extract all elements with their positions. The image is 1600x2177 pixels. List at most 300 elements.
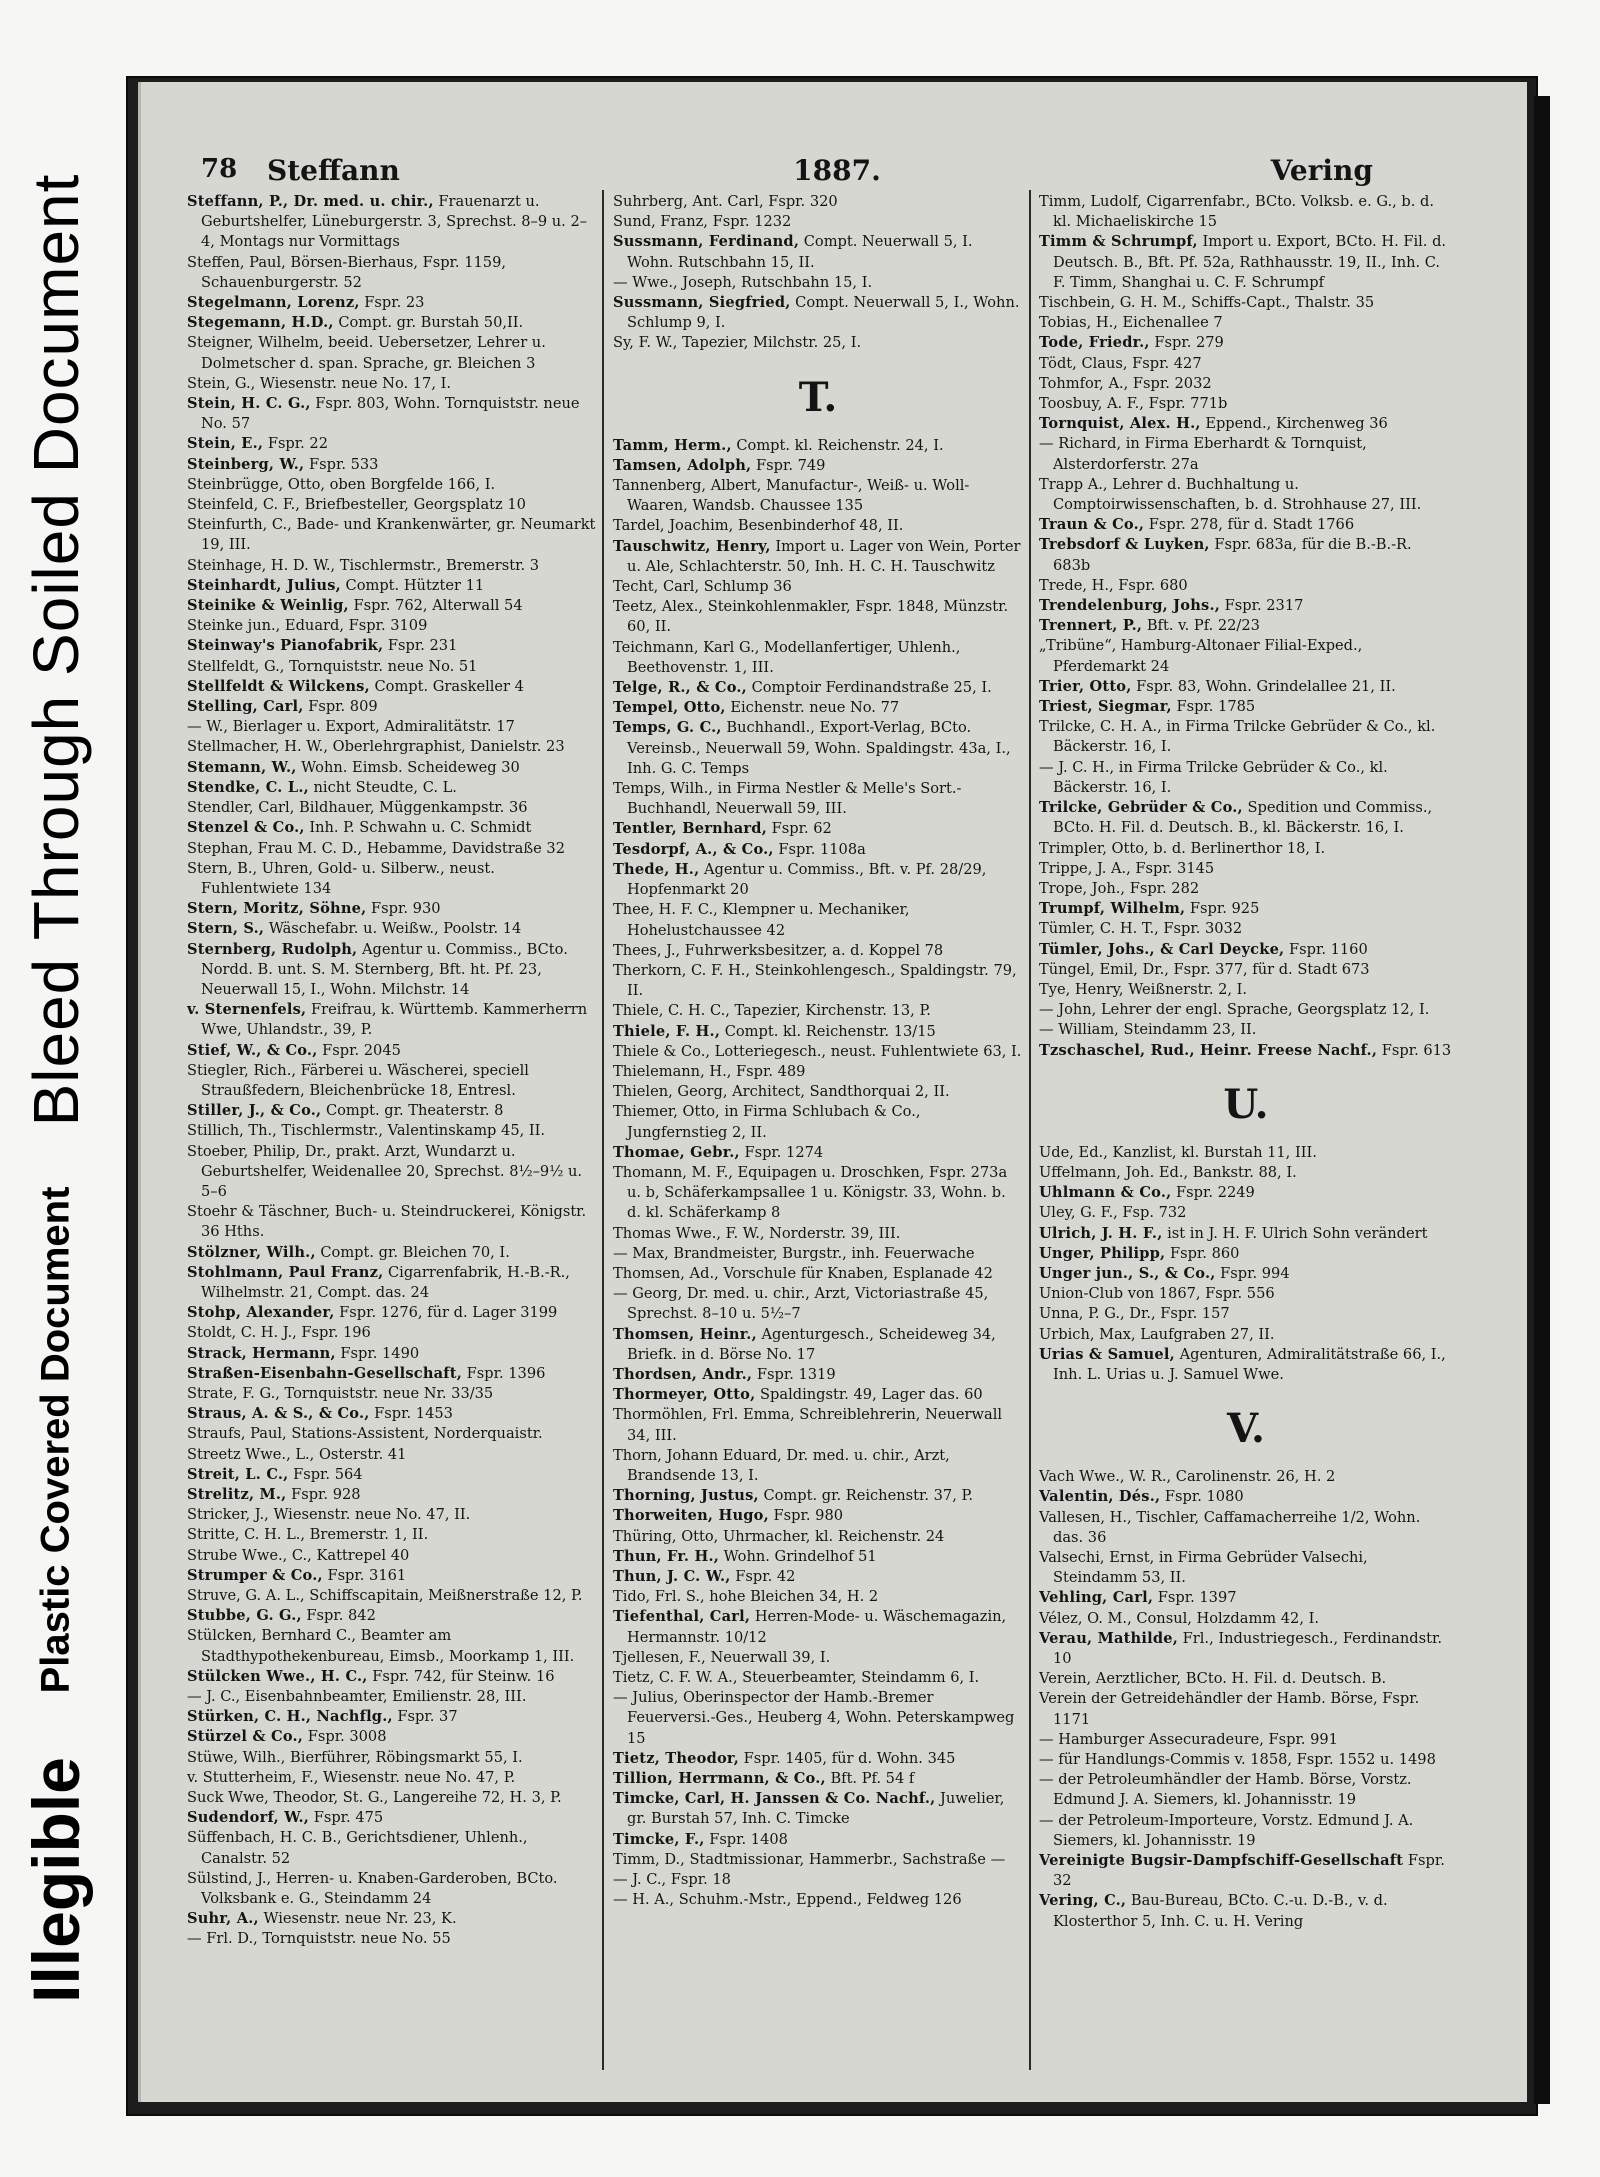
entry-text: Sund, Franz, Fspr. 1232 <box>613 213 792 231</box>
running-head <box>201 154 1473 196</box>
directory-entry <box>187 1768 597 1788</box>
entry-text: Inh. P. Schwahn u. C. Schmidt <box>309 819 532 837</box>
directory-entry <box>187 1667 597 1687</box>
directory-entry <box>187 1626 597 1666</box>
entry-text: Bau-Bureau, BCto. C.-u. D.-B., v. d. Klosterthor 5, Inh. C. u. H. Vering <box>1053 1892 1388 1930</box>
directory-entry <box>187 1323 597 1343</box>
column-rule <box>602 190 604 2070</box>
entry-name: Timcke, F., <box>613 1830 705 1848</box>
directory-page <box>138 82 1527 2102</box>
directory-entry <box>187 1041 597 1061</box>
directory-entry <box>613 436 1023 456</box>
entry-text: Fspr. 1490 <box>340 1344 420 1362</box>
directory-entry <box>187 1909 597 1929</box>
entry-text: Thüring, Otto, Uhrmacher, kl. Reichenstr. 24 <box>613 1527 945 1545</box>
directory-entry <box>613 1567 1023 1587</box>
directory-entry <box>1039 596 1453 616</box>
directory-entry <box>187 192 597 253</box>
entry-text: Fspr. 1160 <box>1288 940 1368 958</box>
directory-entry <box>613 1607 1023 1647</box>
directory-entry <box>613 1163 1023 1224</box>
directory-entry <box>187 1788 597 1808</box>
entry-name: Stelling, Carl, <box>187 698 304 716</box>
entry-text: Stritte, C. H. L., Bremerstr. 1, II. <box>187 1526 429 1544</box>
directory-entry <box>1039 293 1453 313</box>
entry-text: Frauenarzt u. Geburtshelfer, Lüneburgerstr. 3, Sprechst. 8–9 u. 2–4, Montags nur Vormittags <box>201 193 588 251</box>
directory-entry <box>187 798 597 818</box>
entry-name: Stern, S., <box>187 920 265 938</box>
entry-name: Trebsdorf & Luyken, <box>1039 536 1210 554</box>
directory-entry <box>187 455 597 475</box>
directory-entry <box>187 1384 597 1404</box>
column-rule <box>1029 190 1031 2070</box>
entry-text: Tobias, H., Eichenallee 7 <box>1039 314 1223 332</box>
entry-name: Streit, L. C., <box>187 1465 289 1483</box>
directory-entry <box>613 1668 1023 1688</box>
entry-text: Compt. kl. Reichenstr. 13/15 <box>724 1022 936 1040</box>
directory-entry <box>187 1546 597 1566</box>
directory-entry <box>613 779 1023 819</box>
directory-entry <box>613 1769 1023 1789</box>
directory-entry <box>187 1142 597 1203</box>
directory-entry <box>187 636 597 656</box>
directory-entry <box>613 577 1023 597</box>
entry-name: Strack, Hermann, <box>187 1344 336 1362</box>
directory-entry <box>187 1263 597 1303</box>
entry-text: Fspr. 842 <box>306 1607 376 1625</box>
directory-entry <box>1039 1770 1453 1810</box>
entry-text: Fspr. 23 <box>364 294 425 312</box>
directory-entry <box>187 576 597 596</box>
entry-text: Thielemann, H., Fspr. 489 <box>613 1062 806 1080</box>
entry-text: ist in J. H. F. Ulrich Sohn verändert <box>1167 1224 1428 1242</box>
entry-text: Ude, Ed., Kanzlist, kl. Burstah 11, III. <box>1039 1143 1317 1161</box>
entry-name: Steinike & Weinlig, <box>187 597 349 615</box>
entry-text: Compt. gr. Theaterstr. 8 <box>325 1102 504 1120</box>
entry-name: Tzschaschel, Rud., Heinr. Freese Nachf., <box>1039 1041 1378 1059</box>
directory-entry <box>613 1830 1023 1850</box>
entry-text: Sy, F. W., Tapezier, Milchstr. 25, I. <box>613 334 862 352</box>
entry-text: Fspr. 1108a <box>778 840 866 858</box>
directory-entry <box>613 212 1023 232</box>
entry-text: Thomsen, Ad., Vorschule für Knaben, Esplanade 42 <box>613 1264 993 1282</box>
entry-text: — der Petroleum-Importeure, Vorstz. Edmund J. A. Siemers, kl. Johannisstr. 19 <box>1039 1811 1414 1849</box>
directory-entry <box>187 839 597 859</box>
entry-name: Stiller, J., & Co., <box>187 1102 322 1120</box>
entry-text: Fspr. 1276, für d. Lager 3199 <box>339 1304 558 1322</box>
entry-name: Stegelmann, Lorenz, <box>187 294 360 312</box>
entry-name: Valentin, Dés., <box>1039 1488 1161 1506</box>
entry-text: Compt. gr. Burstah 50,II. <box>338 314 524 332</box>
entry-text: Fspr. 803, Wohn. Tornquiststr. neue No. 57 <box>201 395 580 433</box>
directory-entry <box>1039 879 1453 899</box>
directory-entry <box>1039 1467 1453 1487</box>
directory-entry <box>187 253 597 293</box>
directory-entry <box>187 859 597 899</box>
entry-text: Stoldt, C. H. J., Fspr. 196 <box>187 1324 371 1342</box>
bleed-through-label: Bleed Through Soiled Document <box>20 173 92 1127</box>
entry-name: Stemann, W., <box>187 758 297 776</box>
entry-name: Telge, R., & Co., <box>613 679 747 697</box>
entry-name: Stölzner, Wilh., <box>187 1243 316 1261</box>
directory-entry <box>1039 919 1453 939</box>
entry-name: Triest, Siegmar, <box>1039 698 1172 716</box>
directory-entry <box>187 1707 597 1727</box>
entry-text: Fspr. 930 <box>371 900 441 918</box>
entry-text: Fspr. 980 <box>773 1507 844 1525</box>
directory-entry <box>1039 717 1453 757</box>
directory-entry <box>1039 374 1453 394</box>
directory-entry <box>1039 636 1453 676</box>
entry-name: Stief, W., & Co., <box>187 1041 318 1059</box>
directory-entry <box>187 717 597 737</box>
entry-name: Stohp, Alexander, <box>187 1304 335 1322</box>
entry-text: Bft. v. Pf. 22/23 <box>1146 617 1260 635</box>
directory-entry <box>1039 839 1453 859</box>
entry-text: Tödt, Claus, Fspr. 427 <box>1039 354 1202 372</box>
entry-text: Tido, Frl. S., hohe Bleichen 34, H. 2 <box>613 1588 879 1606</box>
entry-name: Trilcke, Gebrüder & Co., <box>1039 799 1243 817</box>
directory-entry <box>187 1606 597 1626</box>
entry-name: Uhlmann & Co., <box>1039 1184 1172 1202</box>
entry-text: Fspr. 1405, für d. Wohn. 345 <box>743 1749 956 1767</box>
entry-text: Agentur u. Commiss., Bft. v. Pf. 28/29, Hopfenmarkt 20 <box>627 860 987 899</box>
directory-entry <box>613 476 1023 516</box>
entry-text: Steinbrügge, Otto, oben Borgfelde 166, I. <box>187 475 496 493</box>
directory-entry <box>187 1243 597 1263</box>
page-number: 78 <box>201 154 238 184</box>
entry-text: Verein der Getreidehändler der Hamb. Börse, Fspr. 1171 <box>1039 1690 1420 1728</box>
entry-text: Fspr. 2317 <box>1224 597 1304 615</box>
directory-entry <box>1039 1163 1453 1183</box>
directory-entry <box>1039 1891 1453 1931</box>
directory-entry <box>187 818 597 838</box>
directory-entry <box>1039 354 1453 374</box>
directory-entry <box>187 1404 597 1424</box>
entry-text: Teichmann, Karl G., Modellanfertiger, Uhlenh., Beethovenstr. 1, III. <box>613 638 961 676</box>
directory-entry <box>187 1929 597 1949</box>
entry-text: Thielen, Georg, Architect, Sandthorquai 2, II. <box>613 1083 950 1101</box>
directory-entry <box>613 1022 1023 1042</box>
entry-text: Fspr. 1080 <box>1164 1488 1244 1506</box>
directory-entry <box>187 1525 597 1545</box>
entry-text: Therkorn, C. F. H., Steinkohlengesch., Spaldingstr. 79, II. <box>613 961 1017 1000</box>
directory-entry <box>187 556 597 576</box>
directory-entry <box>613 1850 1023 1870</box>
entry-text: Steigner, Wilhelm, beeid. Uebersetzer, Lehrer u. Dolmetscher d. span. Sprache, gr. Bleichen 3 <box>187 334 546 372</box>
directory-entry <box>1039 576 1453 596</box>
directory-entry <box>1039 1508 1453 1548</box>
entry-text: Trimpler, Otto, b. d. Berlinerthor 18, I. <box>1039 839 1326 857</box>
entry-name: Urias & Samuel, <box>1039 1345 1175 1363</box>
directory-entry <box>1039 515 1453 535</box>
entry-text: Fspr. 1319 <box>756 1365 836 1383</box>
entry-text: — J. C., Fspr. 18 <box>613 1871 731 1889</box>
directory-entry <box>1039 1689 1453 1729</box>
directory-entry <box>187 1061 597 1101</box>
directory-entry <box>187 1687 597 1707</box>
directory-entry <box>1039 535 1453 575</box>
entry-name: Thun, J. C. W., <box>613 1568 731 1585</box>
directory-entry <box>187 475 597 495</box>
directory-entry <box>187 515 597 555</box>
entry-text: Straufs, Paul, Stations-Assistent, Norderquaistr. <box>187 1425 543 1443</box>
directory-entry <box>613 456 1023 476</box>
directory-entry <box>613 860 1023 900</box>
directory-entry <box>187 778 597 798</box>
entry-name: Thordsen, Andr., <box>613 1365 753 1383</box>
entry-text: Steffen, Paul, Börsen-Bierhaus, Fspr. 1159, Schauenburgerstr. 52 <box>187 253 506 291</box>
directory-entry <box>187 677 597 697</box>
directory-entry <box>187 1344 597 1364</box>
entry-text: Techt, Carl, Schlump 36 <box>613 578 792 596</box>
plastic-covered-label: Plastic Covered Document <box>33 1186 78 1694</box>
entry-text: Fspr. 1453 <box>374 1405 453 1423</box>
directory-entry <box>613 1082 1023 1102</box>
entry-name: Stohlmann, Paul Franz, <box>187 1263 384 1281</box>
entry-text: Teetz, Alex., Steinkohlenmakler, Fspr. 1848, Münzstr. 60, II. <box>613 598 1009 636</box>
entry-text: Fspr. 231 <box>387 637 458 655</box>
directory-entry <box>187 1202 597 1242</box>
entry-text: Cigarrenfabrik, H.-B.-R., Wilhelmstr. 21, Compt. das. 24 <box>201 1263 570 1301</box>
entry-text: Fspr. 564 <box>293 1465 363 1483</box>
directory-entry <box>187 616 597 636</box>
directory-entry <box>1039 1487 1453 1507</box>
entry-name: Tentler, Bernhard, <box>613 820 767 838</box>
entry-text: Wohn. Eimsb. Scheideweg 30 <box>301 758 520 776</box>
entry-text: — J. C., Eisenbahnbeamter, Emilienstr. 28, III. <box>187 1688 527 1706</box>
directory-entry <box>1039 333 1453 353</box>
directory-entry <box>1039 1730 1453 1750</box>
entry-name: Strumper & Co., <box>187 1566 323 1584</box>
directory-entry <box>1039 1183 1453 1203</box>
directory-entry <box>187 1586 597 1606</box>
entry-text: Uffelmann, Joh. Ed., Bankstr. 88, I. <box>1039 1163 1297 1181</box>
entry-text: Temps, Wilh., in Firma Nestler & Melle's Sort.-Buchhandl, Neuerwall 59, III. <box>613 780 962 818</box>
directory-entry <box>1039 758 1453 798</box>
entry-name: Tauschwitz, Henry, <box>613 537 771 555</box>
entry-name: Unger, Philipp, <box>1039 1244 1166 1262</box>
entry-text: Trilcke, C. H. A., in Firma Trilcke Gebrüder & Co., kl. Bäckerstr. 16, I. <box>1039 718 1436 756</box>
directory-entry <box>1039 1750 1453 1770</box>
entry-name: Stürken, C. H., Nachflg., <box>187 1708 393 1726</box>
entry-text: Fspr. 475 <box>313 1809 384 1827</box>
entry-name: Tesdorpf, A., & Co., <box>613 840 774 858</box>
directory-entry <box>613 1385 1023 1405</box>
entry-text: Fspr. 2045 <box>322 1041 401 1059</box>
directory-entry <box>1039 940 1453 960</box>
directory-entry <box>613 1486 1023 1506</box>
directory-entry <box>1039 1669 1453 1689</box>
entry-text: Compt. kl. Reichenstr. 24, I. <box>736 436 944 454</box>
page-edge-shadow <box>1534 96 1550 2104</box>
entry-text: — Wwe., Joseph, Rutschbahn 15, I. <box>613 273 873 291</box>
entry-text: Vallesen, H., Tischler, Caffamacherreihe 1/2, Wohn. das. 36 <box>1039 1508 1421 1546</box>
directory-entry <box>613 1102 1023 1142</box>
directory-entry <box>187 1727 597 1747</box>
directory-entry <box>1039 1811 1453 1851</box>
entry-name: Timm & Schrumpf, <box>1039 233 1198 251</box>
directory-entry <box>187 1364 597 1384</box>
entry-text: Streetz Wwe., L., Osterstr. 41 <box>187 1445 407 1463</box>
directory-entry <box>613 1506 1023 1526</box>
directory-entry <box>187 899 597 919</box>
entry-name: Timcke, Carl, H. Janssen & Co. Nachf., <box>613 1790 936 1808</box>
entry-text: Wäschefabr. u. Weißw., Poolstr. 14 <box>268 920 522 938</box>
entry-text: Stellfeldt, G., Tornquiststr. neue No. 51 <box>187 657 478 675</box>
entry-text: Thorn, Johann Eduard, Dr. med. u. chir., Arzt, Brandsende 13, I. <box>613 1446 950 1484</box>
entry-name: Trier, Otto, <box>1039 677 1132 695</box>
running-head-right-word: Vering <box>1270 154 1373 187</box>
entry-name: Stülcken Wwe., H. C., <box>187 1667 368 1685</box>
entry-name: Thomsen, Heinr., <box>613 1325 757 1343</box>
entry-name: Thorning, Justus, <box>613 1487 759 1505</box>
entry-text: Spedition und Commiss., BCto. H. Fil. d. Deutsch. B., kl. Bäckerstr. 16, I. <box>1053 799 1433 837</box>
entry-text: — J. C. H., in Firma Trilcke Gebrüder & Co., kl. Bäckerstr. 16, I. <box>1039 758 1388 796</box>
directory-entry <box>187 495 597 515</box>
entry-text: Fspr. 62 <box>771 820 832 838</box>
entry-text: Import u. Lager von Wein, Porter u. Ale, Schlachterstr. 50, Inh. H. C. H. Tauschwitz <box>627 537 1021 575</box>
entry-text: Fspr. 279 <box>1154 334 1224 352</box>
entry-text: — Max, Brandmeister, Burgstr., inh. Feuerwache <box>613 1244 975 1262</box>
entry-text: Tjellesen, F., Neuerwall 39, I. <box>613 1648 831 1666</box>
entry-text: Comptoir Ferdinandstraße 25, I. <box>751 679 992 697</box>
directory-entry <box>187 1485 597 1505</box>
entry-text: Fspr. 749 <box>755 456 826 474</box>
directory-entry <box>613 1284 1023 1324</box>
entry-text: Fspr. 42 <box>735 1568 796 1585</box>
entry-text: v. Stutterheim, F., Wiesenstr. neue No. 47, P. <box>187 1768 516 1786</box>
entry-name: Strelitz, M., <box>187 1486 287 1503</box>
entry-text: — Julius, Oberinspector der Hamb.-Bremer Feuerversi.-Ges., Heuberg 4, Wohn. Peterskampweg 15 <box>613 1689 1015 1747</box>
directory-entry <box>613 698 1023 718</box>
directory-entry <box>1039 232 1453 293</box>
directory-entry <box>613 192 1023 212</box>
entry-name: Vering, C., <box>1039 1892 1127 1910</box>
entry-name: Tietz, Theodor, <box>613 1749 740 1767</box>
entry-text: Eichenstr. neue No. 77 <box>730 699 900 717</box>
entry-name: Traun & Co., <box>1039 516 1145 534</box>
column-2 <box>613 192 1023 2082</box>
directory-entry <box>613 1042 1023 1062</box>
entry-text: Fspr. 1785 <box>1176 698 1256 716</box>
entry-text: — Hamburger Assecuradeure, Fspr. 991 <box>1039 1730 1338 1748</box>
directory-entry <box>613 1688 1023 1749</box>
directory-entry <box>613 900 1023 940</box>
entry-text: — Georg, Dr. med. u. chir., Arzt, Victoriastraße 45, Sprechst. 8–10 u. 5½–7 <box>613 1285 989 1323</box>
directory-entry <box>613 638 1023 678</box>
directory-entry <box>187 940 597 1001</box>
directory-entry <box>1039 1304 1453 1324</box>
entry-text: Trede, H., Fspr. 680 <box>1039 576 1188 594</box>
entry-name: Vehling, Carl, <box>1039 1589 1154 1607</box>
entry-text: Tüngel, Emil, Dr., Fspr. 377, für d. Stadt 673 <box>1039 960 1370 978</box>
entry-name: Unger jun., S., & Co., <box>1039 1264 1216 1282</box>
directory-entry <box>1039 1264 1453 1284</box>
entry-name: Straßen-Eisenbahn-Gesellschaft, <box>187 1364 462 1382</box>
entry-text: Import u. Export, BCto. H. Fil. d. Deutsch. B., Bft. Pf. 52a, Rathhausstr. 19, II., Inh. C. F. Timm, Shanghai u. C. F. Schrumpf <box>1053 233 1447 291</box>
entry-text: Fspr. 613 <box>1381 1041 1452 1059</box>
entry-text: Fspr. 860 <box>1169 1244 1240 1262</box>
entry-name: Tamm, Herm., <box>613 436 732 454</box>
entry-name: Trennert, P., <box>1039 617 1143 635</box>
entry-text: Strube Wwe., C., Kattrepel 40 <box>187 1546 410 1564</box>
directory-entry <box>613 537 1023 577</box>
entry-name: Temps, G. C., <box>613 719 722 737</box>
entry-text: Toosbuy, A. F., Fspr. 771b <box>1039 395 1228 413</box>
entry-text: Stephan, Frau M. C. D., Hebamme, Davidstraße 32 <box>187 839 565 857</box>
directory-entry <box>1039 313 1453 333</box>
directory-entry <box>1039 1284 1453 1304</box>
directory-entry <box>613 1143 1023 1163</box>
entry-text: Agenturen, Admiralitätstraße 66, I., Inh. L. Urias u. J. Samuel Wwe. <box>1053 1345 1446 1383</box>
directory-entry <box>187 758 597 778</box>
directory-entry <box>613 1446 1023 1486</box>
entry-name: Sussmann, Siegfried, <box>613 294 791 312</box>
entry-text: Eppend., Kirchenweg 36 <box>1205 415 1388 433</box>
entry-text: Wohn. Grindelhof 51 <box>723 1547 877 1565</box>
directory-entry <box>187 1303 597 1323</box>
entry-text: Fspr. 683a, für die B.-B.-R. 683b <box>1053 536 1412 574</box>
entry-text: Fspr. 1397 <box>1157 1589 1237 1607</box>
directory-entry <box>613 819 1023 839</box>
directory-entry <box>1039 1143 1453 1163</box>
entry-text: Fspr. 32 <box>1053 1852 1445 1890</box>
entry-name: v. Sternenfels, <box>187 1001 307 1019</box>
running-head-year: 1887. <box>793 154 881 187</box>
directory-entry <box>1039 1203 1453 1223</box>
entry-name: Stendke, C. L., <box>187 778 309 796</box>
directory-entry <box>1039 1244 1453 1264</box>
directory-entry <box>1039 616 1453 636</box>
entry-text: Thormöhlen, Frl. Emma, Schreiblehrerin, Neuerwall 34, III. <box>613 1406 1003 1444</box>
entry-text: Agentur u. Commiss., BCto. Nordd. B. unt. S. M. Sternberg, Bft. ht. Pf. 23, Neuerwall 15, I., Wohn. Milchstr. 14 <box>201 940 568 998</box>
entry-text: Thiele, C. H. C., Tapezier, Kirchenstr. 13, P. <box>613 1002 931 1020</box>
entry-text: Tye, Henry, Weißnerstr. 2, I. <box>1039 980 1248 998</box>
entry-text: Fspr. 1396 <box>466 1364 546 1382</box>
entry-text: Frl., Industriegesch., Ferdinandstr. 10 <box>1053 1629 1442 1667</box>
entry-text: Steinfurth, C., Bade- und Krankenwärter, gr. Neumarkt 19, III. <box>187 516 596 554</box>
entry-name: Tümler, Johs., & Carl Deycke, <box>1039 940 1285 958</box>
entry-name: Steffann, P., Dr. med. u. chir., <box>187 193 434 210</box>
directory-entry <box>613 840 1023 860</box>
entry-text: Trippe, J. A., Fspr. 3145 <box>1039 859 1215 877</box>
entry-name: Stegemann, H.D., <box>187 314 334 332</box>
entry-text: Fspr. 37 <box>397 1708 458 1726</box>
entry-text: Trapp A., Lehrer d. Buchhaltung u. Comptoirwissenschaften, b. d. Strohhause 27, III. <box>1039 475 1422 514</box>
letter-heading: V. <box>1227 1405 1265 1453</box>
entry-text: Thiele & Co., Lotteriegesch., neust. Fuhlentwiete 63, I. <box>613 1042 1022 1060</box>
entry-text: Fspr. 2249 <box>1176 1184 1255 1202</box>
entry-text: Suhrberg, Ant. Carl, Fspr. 320 <box>613 193 838 210</box>
entry-text: Valsechi, Ernst, in Firma Gebrüder Valsechi, Steindamm 53, II. <box>1039 1548 1368 1587</box>
entry-text: Stiegler, Rich., Färberei u. Wäscherei, speciell Straußfedern, Bleichenbrücke 18, Entresl. <box>187 1061 529 1099</box>
entry-name: Tiefenthal, Carl, <box>613 1608 751 1626</box>
directory-entry <box>613 232 1023 272</box>
directory-entry <box>1039 697 1453 717</box>
entry-text: Bft. Pf. 54 f <box>830 1770 915 1788</box>
entry-text: Stellmacher, H. W., Oberlehrgraphist, Danielstr. 23 <box>187 738 565 756</box>
entry-text: Spaldingstr. 49, Lager das. 60 <box>760 1386 983 1404</box>
entry-text: Fspr. 809 <box>308 698 378 716</box>
directory-entry <box>613 1749 1023 1769</box>
directory-entry <box>1039 859 1453 879</box>
directory-entry <box>187 737 597 757</box>
entry-text: Timm, D., Stadtmissionar, Hammerbr., Sachstraße — <box>613 1850 1006 1868</box>
entry-text: — Frl. D., Tornquiststr. neue No. 55 <box>187 1930 451 1948</box>
directory-entry <box>1039 980 1453 1000</box>
entry-text: — William, Steindamm 23, II. <box>1039 1021 1257 1039</box>
